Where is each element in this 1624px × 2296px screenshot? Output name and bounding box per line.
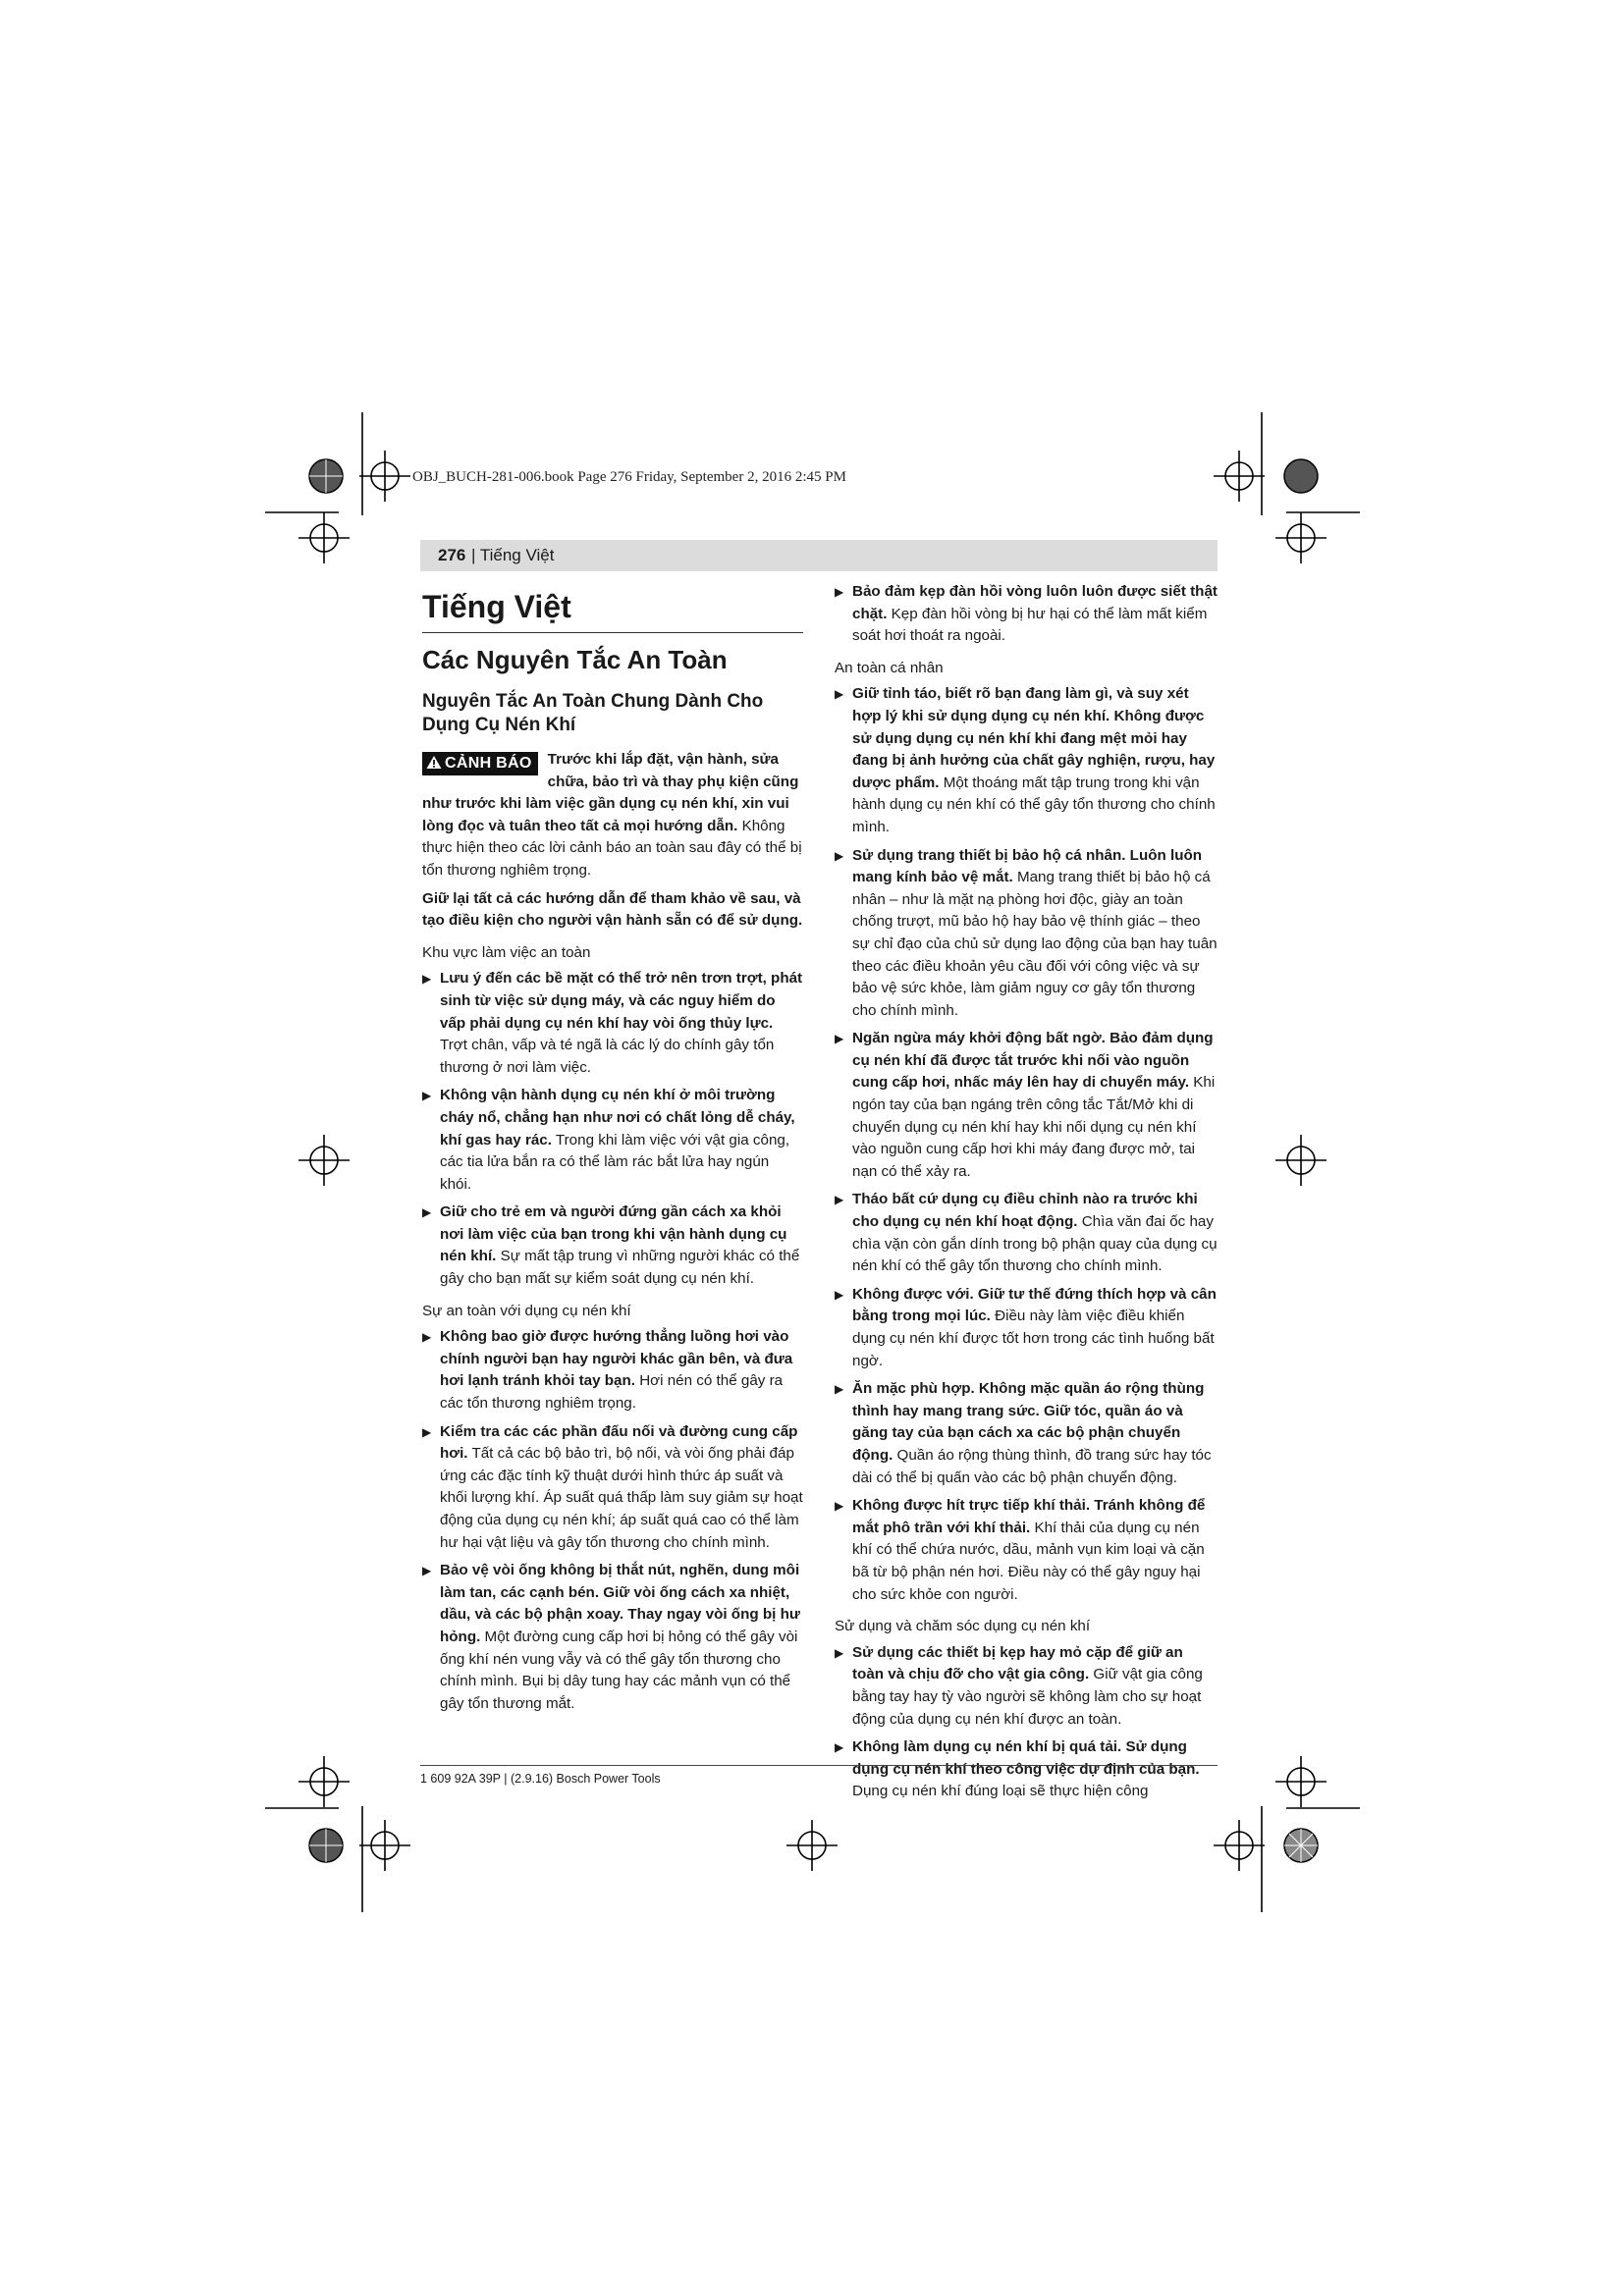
bullet-triangle-icon: ▶ (422, 1330, 432, 1345)
section-title-tool-safety: Sự an toàn với dụng cụ nén khí (422, 1302, 631, 1319)
item-text: Tất cả các bộ bảo trì, bộ nối, và vòi ống phải đáp ứng các đặc tính kỹ thuật dưới hình thức áp suất và khối lượng khí. Áp suất quá thấp làm suy giảm sự hoạt động của dụng cụ nén khí; áp suất quá cao có thể làm hư hại vật liệu và gây tổn thương cho chính mình. (440, 1445, 803, 1551)
list-item (422, 1326, 803, 1415)
item-bold: Không được với. Giữ tư thế đứng thích hợp và cân bằng trong mọi lúc. (852, 1285, 1217, 1325)
bullet-triangle-icon: ▶ (835, 1499, 844, 1514)
item-text: Dụng cụ nén khí đúng loại sẽ thực hiện công (852, 1783, 1149, 1800)
section-title-work-area: Khu vực làm việc an toàn (422, 943, 591, 961)
keep-instructions: Giữ lại tất cả các hướng dẫn để tham khảo về sau, và tạo điều kiện cho người vận hành sẵn có để sử dụng. (422, 889, 803, 930)
left-column (422, 587, 803, 1721)
item-text: Kẹp đàn hồi vòng bị hư hại có thể làm mất kiểm soát hơi thoát ra ngoài. (852, 605, 1208, 645)
item-text: Hơi nén có thể gây ra các tổn thương nghiêm trọng. (440, 1372, 784, 1413)
warning-triangle-icon (426, 755, 442, 770)
item-bold: Kiểm tra các các phần đấu nối và đường cung cấp hơi. (440, 1422, 798, 1463)
section-heading: Các Nguyên Tắc An Toàn (422, 645, 728, 674)
item-bold: Không làm dụng cụ nén khí bị quá tải. Sử dụng dụng cụ nén khí theo công việc dự định của bạn. (852, 1738, 1200, 1778)
list-item (835, 1028, 1218, 1183)
list-item (835, 1642, 1218, 1731)
item-text: Giữ vật gia công bằng tay hay tỳ vào người sẽ không làm cho sự hoạt động của dụng cụ nén khí được an toàn. (852, 1666, 1203, 1728)
item-bold: Lưu ý đến các bề mặt có thể trở nên trơn trợt, phát sinh từ việc sử dụng máy, và các nguy hiểm do vấp phải dụng cụ nén khí hay vòi ống thủy lực. (440, 970, 803, 1032)
warning-bold-text: Trước khi lắp đặt, vận hành, sửa chữa, bảo trì và thay phụ kiện cũng như trước khi làm việc gần dụng cụ nén khí, xin vui lòng đọc và tuân theo tất cả mọi hướng dẫn. (422, 751, 799, 834)
list-item (422, 1201, 803, 1290)
page-number: 276 (438, 546, 466, 564)
bullet-triangle-icon: ▶ (835, 1032, 844, 1046)
bullet-triangle-icon: ▶ (835, 585, 844, 599)
list-item (422, 1421, 803, 1555)
section-title-personal-safety: An toàn cá nhân (835, 659, 944, 676)
list-item (835, 581, 1218, 648)
item-text: Khí thải của dụng cụ nén khí có thể chứa nước, dầu, mảnh vụn kim loại và cặn bã từ bộ phận nén hơi. Điều này có thể gây nguy hại cho sức khỏe con người. (852, 1519, 1205, 1603)
section-title-use-and-care: Sử dụng và chăm sóc dụng cụ nén khí (835, 1618, 1091, 1635)
bullet-triangle-icon: ▶ (835, 1645, 844, 1660)
bullet-triangle-icon: ▶ (835, 848, 844, 863)
warning-badge-label: CẢNH BÁO (445, 755, 532, 772)
item-bold: Không vận hành dụng cụ nén khí ở môi trường cháy nổ, chẳng hạn như nơi có chất lỏng dễ cháy, khí gas hay rác. (440, 1087, 795, 1148)
item-bold: Bảo vệ vòi ống không bị thắt nút, nghẽn, dung môi làm tan, các cạnh bén. Giữ vòi ống cách xa nhiệt, dầu, và các bộ phận xoay. Thay ngay vòi ống bị hư hỏng. (440, 1562, 800, 1645)
list-item (835, 1495, 1218, 1606)
warning-block (422, 749, 803, 882)
list-item (835, 1284, 1218, 1372)
item-text: Quần áo rộng thùng thình, đồ trang sức hay tóc dài có thể bị quấn vào các bộ phận chuyển động. (852, 1446, 1212, 1486)
list-item (835, 683, 1218, 838)
subsection-heading: Nguyên Tắc An Toàn Chung Dành Cho Dụng Cụ Nén Khí (422, 691, 764, 735)
item-text: Trong khi làm việc với vật gia công, các tia lửa bắn ra có thể làm rác bắt lửa hay ngún khói. (440, 1131, 790, 1193)
item-bold: Ngăn ngừa máy khởi động bất ngờ. Bảo đảm dụng cụ nén khí đã được tắt trước khi nối vào nguồn cung cấp hơi, nhấc máy lên hay di chuyển máy. (852, 1030, 1214, 1092)
item-text: Mang trang thiết bị bảo hộ cá nhân – như là mặt nạ phòng hơi độc, giày an toàn chống trượt, mũ bảo hộ hay bảo vệ thính giác – theo sự chỉ đạo của chủ sử dụng lao động của bạn hay tuân theo các điều khoản yêu cầu đối với công việc và sự bảo vệ sức khỏe, làm giảm nguy cơ gây tổn thương cho chính mình. (852, 869, 1218, 1019)
page-footer: 1 609 92A 39P | (2.9.16) Bosch Power Tools (420, 1765, 1218, 1786)
list-item (835, 1189, 1218, 1277)
warning-text: Không thực hiện theo các lời cảnh báo an toàn sau đây có thể bị tổn thương nghiêm trọng. (422, 817, 802, 879)
bullet-triangle-icon: ▶ (422, 1205, 432, 1220)
item-bold: Tháo bất cứ dụng cụ điều chỉnh nào ra trước khi cho dụng cụ nén khí hoạt động. (852, 1191, 1198, 1231)
bullet-triangle-icon: ▶ (422, 1564, 432, 1578)
print-info-line: OBJ_BUCH-281-006.book Page 276 Friday, September 2, 2016 2:45 PM (412, 469, 846, 485)
bullet-triangle-icon: ▶ (422, 1424, 432, 1439)
item-bold: Sử dụng trang thiết bị bảo hộ cá nhân. Luôn luôn mang kính bảo vệ mắt. (852, 846, 1203, 886)
item-bold: Giữ cho trẻ em và người đứng gần cách xa khỏi nơi làm việc của bạn trong khi vận hành dụng cụ nén khí. (440, 1203, 787, 1265)
list-item (835, 1378, 1218, 1489)
item-bold: Ăn mặc phù hợp. Không mặc quần áo rộng thùng thình hay mang trang sức. Giữ tóc, quần áo và găng tay của bạn cách xa các bộ phận chuyển động. (852, 1380, 1205, 1464)
item-text: Trợt chân, vấp và té ngã là các lý do chính gây tổn thương ở nơi làm việc. (440, 1037, 775, 1076)
item-bold: Bảo đảm kẹp đàn hồi vòng luôn luôn được siết thật chặt. (852, 583, 1218, 622)
item-text: Chìa văn đai ốc hay chìa vặn còn gắn dính trong bộ phận quay của dụng cụ nén khí có thể gây tổn thương cho chính mình. (852, 1213, 1218, 1275)
item-bold: Giữ tỉnh táo, biết rõ bạn đang làm gì, và suy xét hợp lý khi sử dụng dụng cụ nén khí. Không được sử dụng dụng cụ nén khí khi đang mệt mỏi hay đang bị ảnh hưởng của chất gây nghiện, rượu, hay dược phẩm. (852, 685, 1216, 791)
list-item (422, 968, 803, 1079)
page-title: Tiếng Việt (422, 589, 571, 624)
bullet-triangle-icon: ▶ (422, 1089, 432, 1103)
list-item (422, 1085, 803, 1196)
title-rule (422, 632, 803, 633)
item-bold: Sử dụng các thiết bị kẹp hay mỏ cặp để giữ an toàn và chịu đỡ cho vật gia công. (852, 1643, 1183, 1683)
item-bold: Không bao giờ được hướng thẳng luồng hơi vào chính người bạn hay người khác gần bên, và đưa hơi lạnh tránh khỏi tay bạn. (440, 1328, 793, 1390)
bullet-triangle-icon: ▶ (835, 1287, 844, 1302)
item-text: Một thoáng mất tập trung trong khi vận hành dụng cụ nén khí có thể gây tổn thương cho chính mình. (852, 774, 1216, 835)
bullet-triangle-icon: ▶ (835, 1740, 844, 1755)
list-item (422, 1560, 803, 1715)
bullet-triangle-icon: ▶ (835, 1193, 844, 1207)
item-text: Điều này làm việc điều khiển dụng cụ nén khí được tốt hơn trong các tình huống bất ngờ. (852, 1308, 1215, 1369)
item-text: Khi ngón tay của bạn ngáng trên công tắc Tắt/Mở khi di chuyển dụng cụ nén khí hay khi nối dụng cụ nén khí vào nguồn cung cấp hơi khi máy đang được mở, tai nạn có thể xảy ra. (852, 1074, 1216, 1180)
bullet-triangle-icon: ▶ (422, 972, 432, 987)
item-text: Một đường cung cấp hơi bị hỏng có thể gây vòi ống khí nén vung vẫy và có thể gây tổn thương cho chính mình. Bụi bị dây tung hay các mảnh vụn có thể gây tổn thương mắt. (440, 1628, 798, 1712)
warning-badge (422, 752, 538, 775)
right-column (835, 581, 1218, 1809)
item-bold: Không được hít trực tiếp khí thải. Tránh không để mắt phô trần với khí thải. (852, 1497, 1206, 1536)
bullet-triangle-icon: ▶ (835, 687, 844, 702)
item-text: Sự mất tập trung vì những người khác có thể gây cho bạn mất sự kiểm soát dụng cụ nén khí. (440, 1248, 800, 1288)
bullet-triangle-icon: ▶ (835, 1382, 844, 1397)
header-language: | Tiếng Việt (471, 546, 555, 564)
list-item (835, 845, 1218, 1023)
header-language-label: Tiếng Việt (479, 546, 555, 564)
page-header-bar (420, 540, 1218, 571)
